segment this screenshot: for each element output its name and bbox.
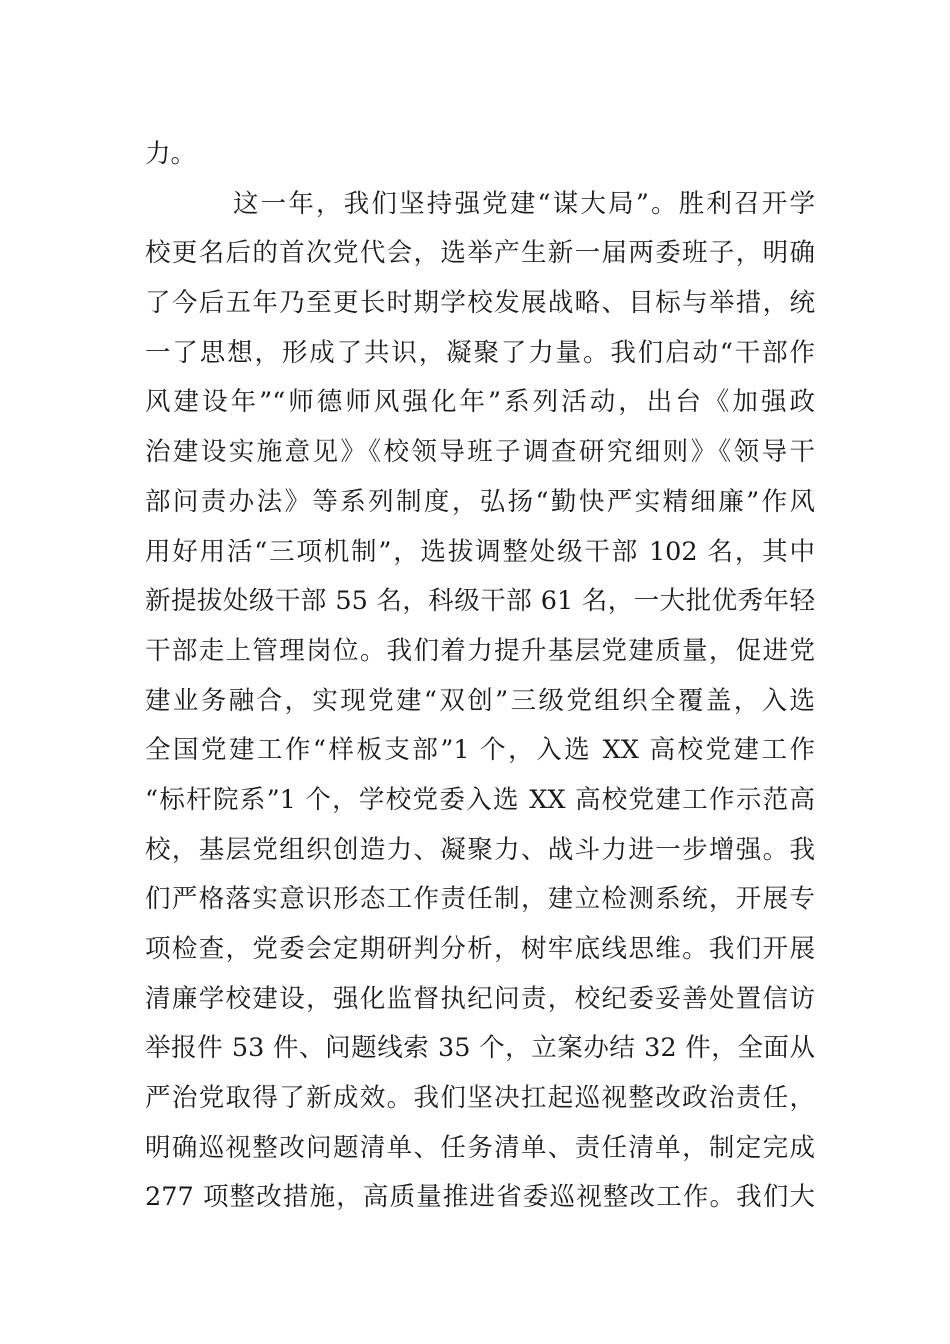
text-line: 举报件 53 件、问题线索 35 个，立案办结 32 件，全面从 <box>145 1033 815 1064</box>
text-line: 治建设实施意见》《校领导班子调查研究细则》《领导干 <box>145 437 815 468</box>
body-text <box>145 130 815 1223</box>
text-line: 明确巡视整改问题清单、任务清单、责任清单，制定完成 <box>145 1132 815 1163</box>
text-line: 严治党取得了新成效。我们坚决扛起巡视整改政治责任， <box>145 1083 815 1114</box>
text-line: 用好用活“三项机制”，选拔调整处级干部 102 名，其中 <box>145 536 815 567</box>
text-line: 项检查，党委会定期研判分析，树牢底线思维。我们开展 <box>145 934 815 964</box>
text-line: 277 项整改措施，高质量推进省委巡视整改工作。我们大 <box>145 1182 815 1213</box>
text-line: 清廉学校建设，强化监督执纪问责，校纪委妥善处置信访 <box>145 983 815 1014</box>
text-line: 全国党建工作“样板支部”1 个，入选 XX 高校党建工作 <box>145 735 815 766</box>
text-line: 校，基层党组织创造力、凝聚力、战斗力进一步增强。我 <box>145 834 815 865</box>
text-line: 干部走上管理岗位。我们着力提升基层党建质量，促进党 <box>145 635 815 666</box>
text-line: “标杆院系”1 个，学校党委入选 XX 高校党建工作示范高 <box>145 784 815 815</box>
text-line: 新提拔处级干部 55 名，科级干部 61 名，一大批优秀年轻 <box>145 586 815 617</box>
text-line: 部问责办法》等系列制度，弘扬“勤快严实精细廉”作风 <box>145 486 815 517</box>
text-line: 风建设年”“师德师风强化年”系列活动，出台《加强政 <box>145 387 815 418</box>
text-line: 了今后五年乃至更长时期学校发展战略、目标与举措，统 <box>145 288 815 319</box>
text-line: 建业务融合，实现党建“双创”三级党组织全覆盖，入选 <box>145 685 815 716</box>
text-line: 力。 <box>145 139 197 169</box>
text-line: 一了思想，形成了共识，凝聚了力量。我们启动“干部作 <box>145 337 815 368</box>
paragraph-first-line: 这一年，我们坚持强党建“谋大局”。胜利召开学 <box>233 188 815 219</box>
text-line: 们严格落实意识形态工作责任制，建立检测系统，开展专 <box>145 884 815 915</box>
text-line: 校更名后的首次党代会，选举产生新一届两委班子，明确 <box>145 238 815 269</box>
